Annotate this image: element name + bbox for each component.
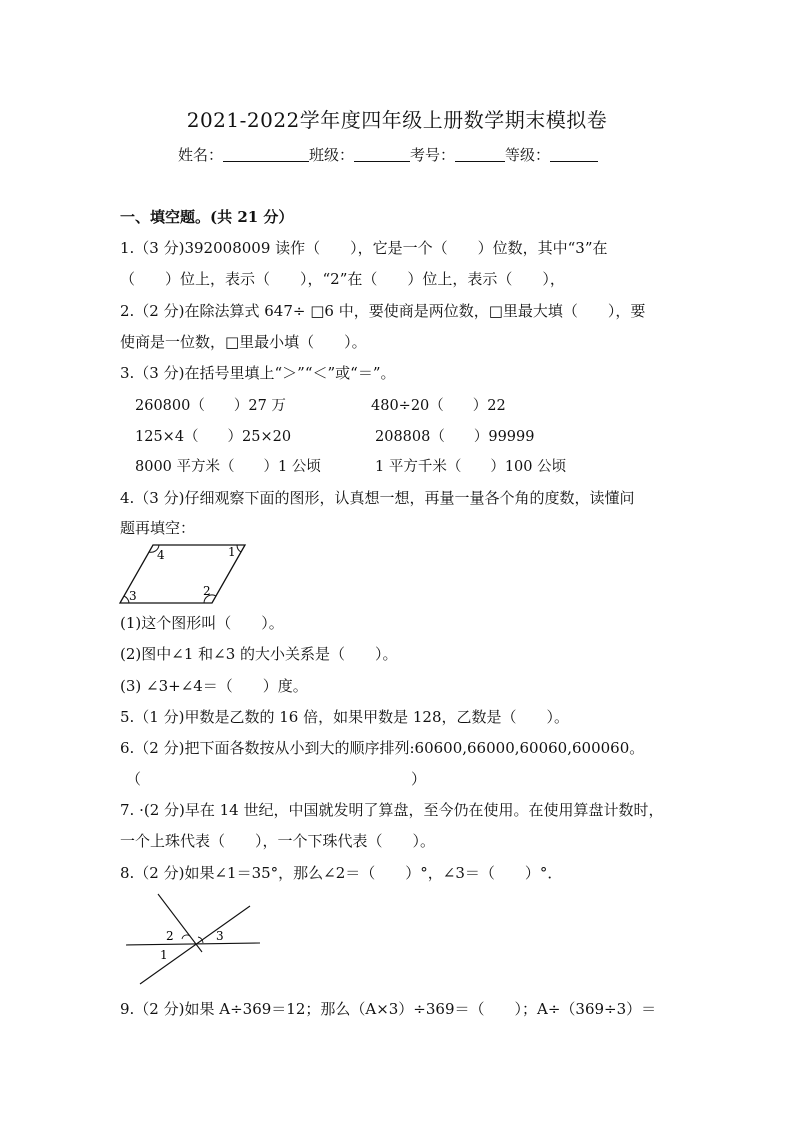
angle-2-arc (182, 935, 190, 939)
compare-row-3-left: 8000 平方米（ ）1 公顷 (135, 459, 321, 475)
compare-row-1-left: 260800（ ）27 万 (135, 398, 286, 414)
question-9: 9.（2 分)如果 A÷369＝12；那么（A×3）÷369＝（ ）；A÷（369÷3）＝ (120, 1000, 657, 1018)
compare-row-3-right: 1 平方千米（ ）100 公顷 (375, 459, 567, 475)
name-label: 姓名： (178, 146, 224, 164)
question-7-line-2: 一个上珠代表（ ），一个下珠代表（ ）。 (120, 832, 436, 850)
question-4-line-2: 题再填空： (120, 519, 196, 537)
grade-label: 等级： (505, 146, 551, 164)
question-2-line-2: 使商是一位数，□里最小填（ ）。 (120, 333, 367, 351)
question-7-line-1: 7. ·(2 分)早在 14 世纪，中国就发明了算盘，至今仍在使用。在使用算盘计数时， (120, 801, 664, 819)
slanted-line-a (158, 894, 202, 952)
question-4-line-1: 4.（3 分)仔细观察下面的图形，认真想一想，再量一量各个角的度数，读懂问 (120, 489, 635, 507)
question-8-line-1: 8.（2 分)如果∠1＝35°，那么∠2＝（ ）°，∠3＝（ ）°． (120, 864, 563, 882)
angle-1-label: 1 (160, 948, 168, 962)
question-3-line-1: 3.（3 分)在括号里填上“＞”“＜”或“＝”。 (120, 364, 396, 382)
parallelogram-figure (115, 540, 255, 608)
angle-3-label: 3 (216, 929, 224, 943)
intersecting-lines-figure (120, 888, 265, 988)
question-6-answer-brackets: （ ） (126, 770, 427, 788)
class-blank[interactable] (354, 147, 410, 162)
angle-1-label: 1 (228, 545, 236, 559)
horizontal-line (126, 943, 260, 945)
angle-2-label: 2 (166, 929, 174, 943)
angle-4-label: 4 (157, 548, 165, 562)
class-label: 班级： (309, 146, 355, 164)
angle-1-arc (237, 545, 241, 552)
question-4-sub-1: (1)这个图形叫（ ）。 (120, 614, 284, 632)
question-2-line-1: 2.（2 分)在除法算式 647÷ □6 中，要使商是两位数，□里最大填（ ），要 (120, 302, 646, 320)
angle-2-label: 2 (203, 584, 211, 598)
question-5: 5.（1 分)甲数是乙数的 16 倍，如果甲数是 128，乙数是（ ）。 (120, 708, 569, 726)
compare-row-2-left: 125×4（ ）25×20 (135, 429, 292, 445)
section-heading: 一、填空题。(共 21 分） (120, 208, 294, 226)
angle-3-label: 3 (129, 589, 137, 603)
question-6-line-1: 6.（2 分)把下面各数按从小到大的顺序排列:60600,66000,60060,600060。 (120, 739, 645, 757)
parallelogram-shape (120, 545, 245, 603)
question-4-sub-2: (2)图中∠1 和∠3 的大小关系是（ ）。 (120, 645, 398, 663)
grade-blank[interactable] (550, 147, 598, 162)
compare-row-1-right: 480÷20（ ）22 (371, 398, 506, 414)
name-blank[interactable] (223, 147, 309, 162)
exam-no-blank[interactable] (455, 147, 505, 162)
question-1-line-1: 1.（3 分)392008009 读作（ ），它是一个（ ）位数，其中“3”在 (120, 239, 608, 257)
question-4-sub-3: (3) ∠3+∠4＝（ ）度。 (120, 677, 308, 695)
exam-title: 2021-2022学年度四年级上册数学期末模拟卷 (186, 108, 608, 132)
exam-no-label: 考号： (410, 146, 456, 164)
question-1-line-2: （ ）位上，表示（ ），“2”在（ ）位上，表示（ ）， (120, 270, 565, 288)
compare-row-2-right: 208808（ ）99999 (375, 429, 535, 445)
student-info-line (178, 144, 598, 165)
